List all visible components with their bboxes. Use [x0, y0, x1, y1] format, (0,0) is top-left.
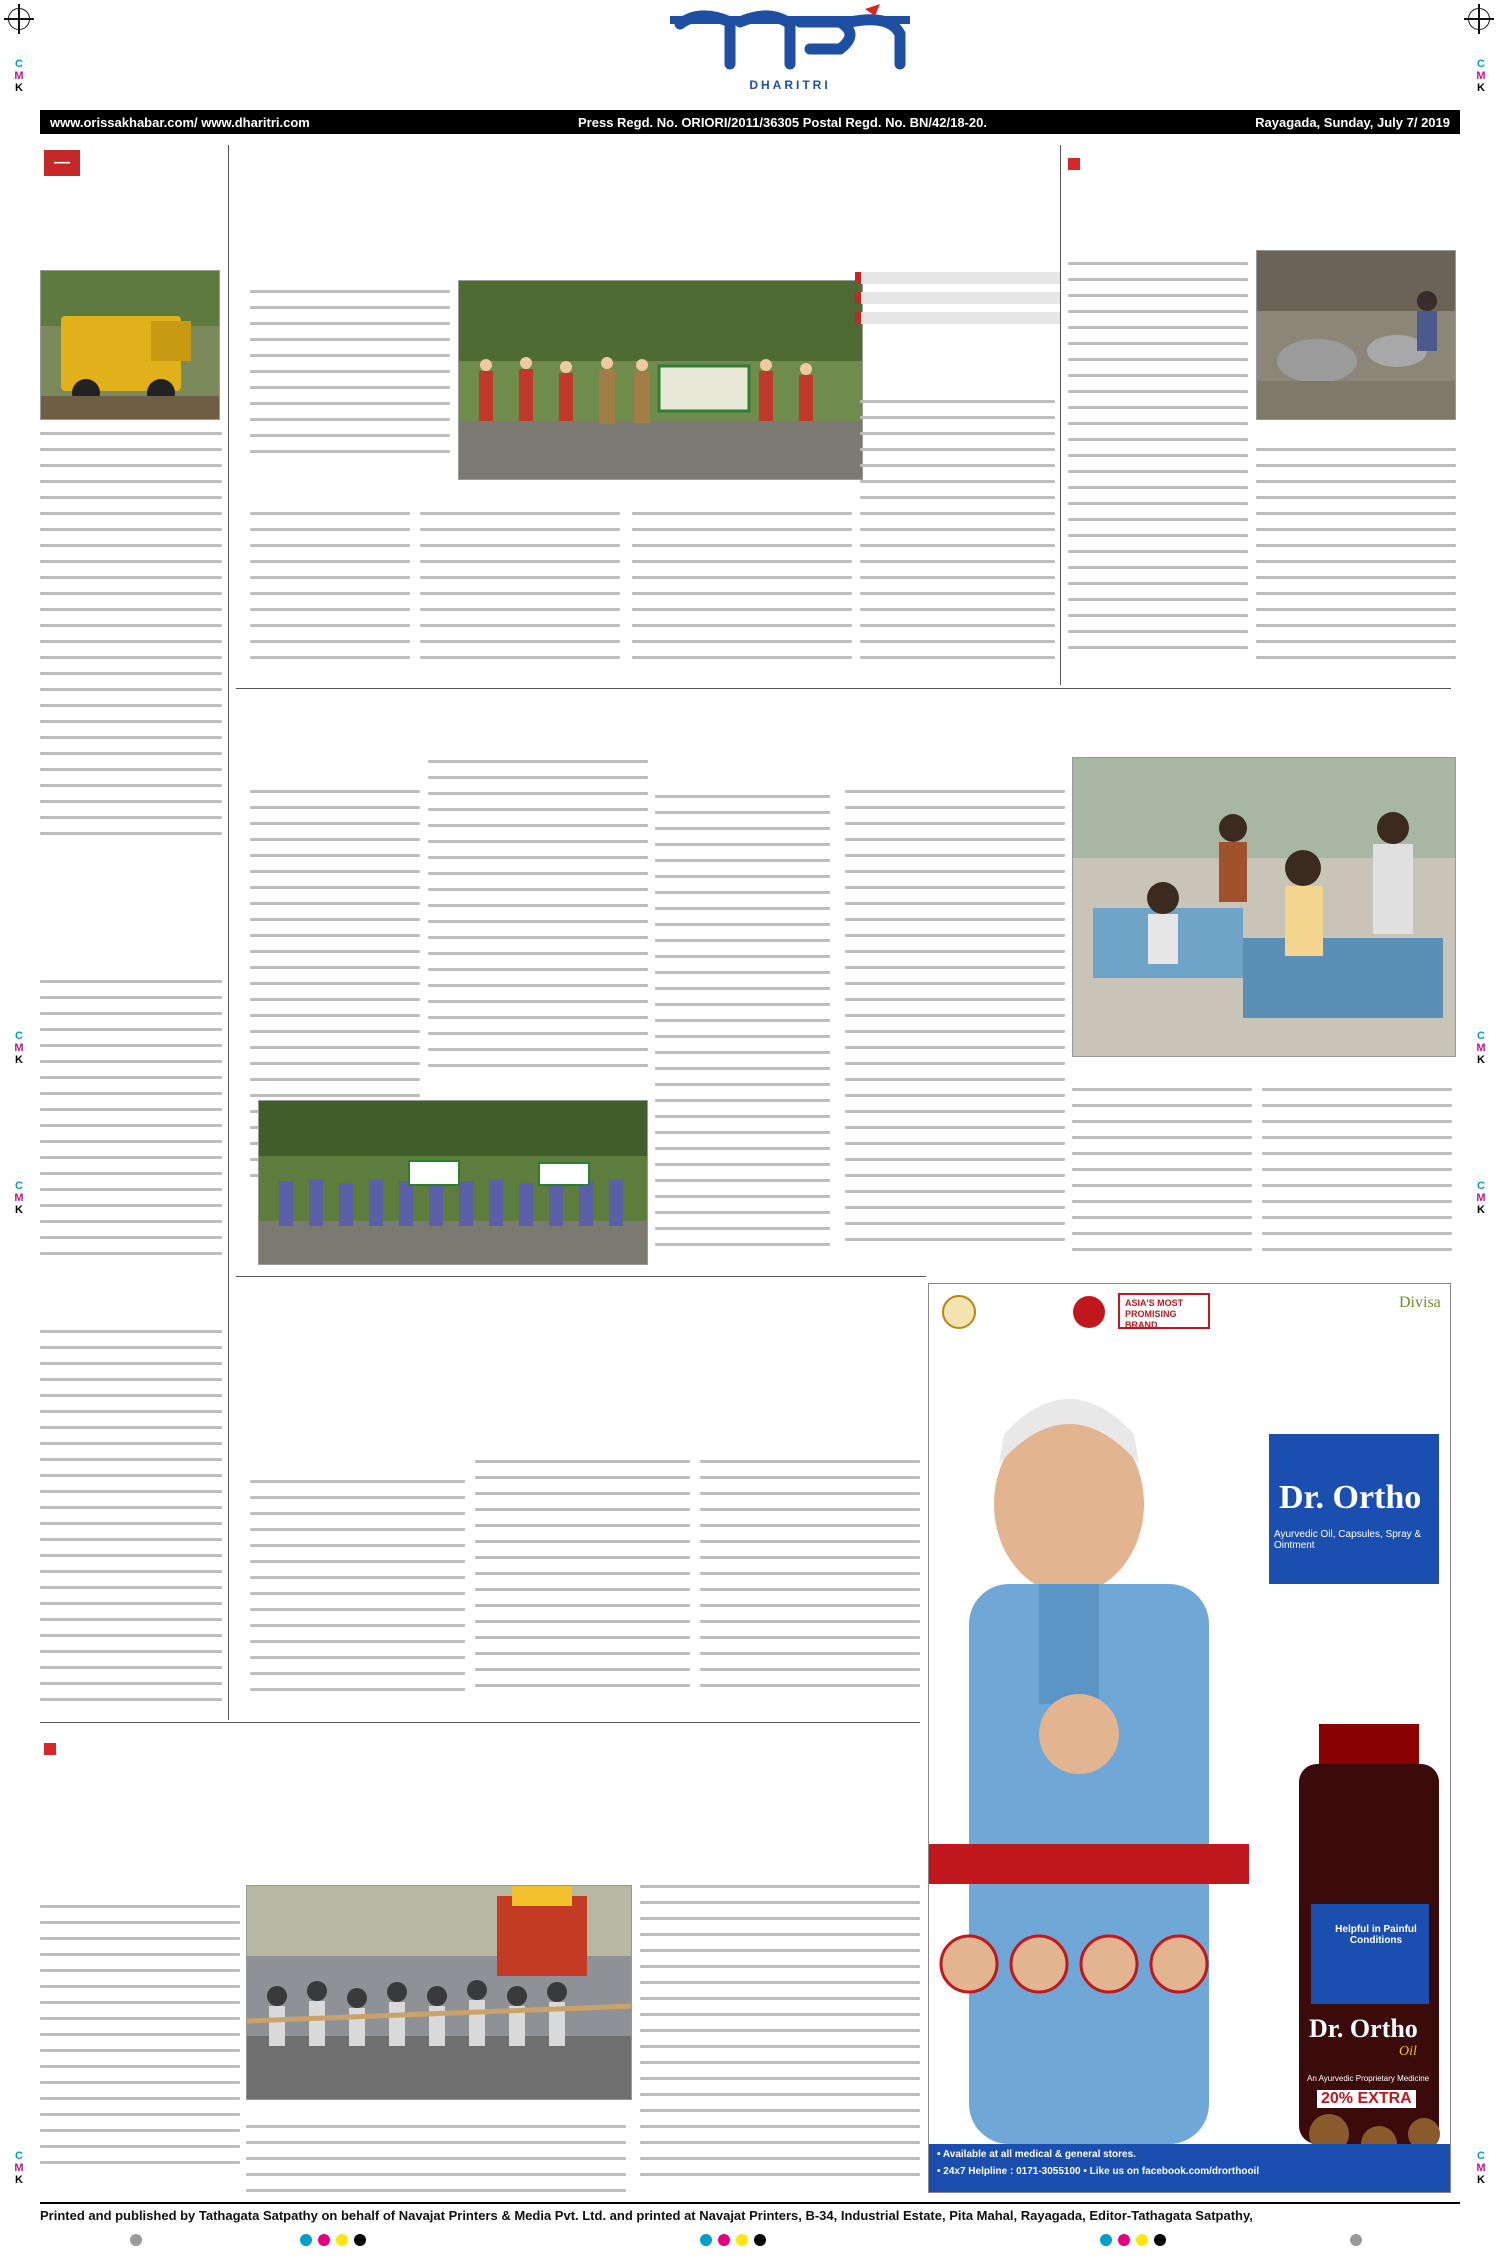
highlight-item [855, 292, 1060, 304]
magenta-swatch [1118, 2234, 1130, 2246]
rathyatra-kicker [44, 1735, 64, 1761]
magenta-swatch [718, 2234, 730, 2246]
section-rule [236, 1276, 926, 1277]
ad-helpline: • 24x7 Helpline : 0171-3055100 • Like us on facebook.com/drorthooil [937, 2166, 1260, 2177]
logo-script-icon [670, 4, 910, 74]
asia-brand-badge: ASIA'S MOST PROMISING BRAND [1125, 1298, 1184, 1330]
ad-brand-sub: Ayurvedic Oil, Capsules, Spray & Ointment [1274, 1529, 1422, 1551]
bottle-note: Helpful in Painful Conditions [1335, 1924, 1417, 1946]
anganwadi-body-2 [1256, 448, 1456, 683]
teacher-body [655, 795, 830, 1270]
midday-meal-body-1 [250, 1480, 465, 1715]
info-bar [40, 110, 1460, 134]
cmk-mark: C M K [14, 2150, 24, 2186]
website-link[interactable]: www.orissakhabar.com/ www.dharitri.com [50, 114, 310, 130]
rathyatra-body-2 [246, 2125, 626, 2195]
highlight-item [855, 312, 1060, 324]
yellow-swatch [1136, 2234, 1148, 2246]
section-rule [236, 688, 1451, 689]
van-mahotsav-photo [258, 1100, 648, 1265]
color-registration-bar [130, 2234, 142, 2248]
rathyatra-body-1 [40, 1905, 240, 2195]
brief-body-3 [40, 1330, 222, 1720]
color-registration-bar [1350, 2234, 1362, 2248]
midday-meal-body-2 [475, 1460, 690, 1715]
yellow-swatch [736, 2234, 748, 2246]
black-swatch [754, 2234, 766, 2246]
truck-photo [40, 270, 220, 420]
yellow-swatch [336, 2234, 348, 2246]
brief-body-2 [40, 980, 222, 1280]
bottle-desc: An Ayurvedic Proprietary Medicine [1307, 2074, 1430, 2083]
dr-ortho-advertisement[interactable] [928, 1283, 1451, 2193]
brief-body-1 [40, 432, 222, 852]
lead-body-col1 [250, 512, 410, 682]
van-mahotsav-body-2 [428, 760, 648, 1090]
mla-hospital-photo [1072, 757, 1456, 1057]
section-rule [40, 1722, 920, 1723]
orphan-body-3 [1262, 1088, 1452, 1268]
bottle-oil: Oil [1399, 2044, 1417, 2059]
cmk-mark: C M K [1476, 1030, 1486, 1066]
lead-body-col2 [420, 512, 620, 682]
cmk-mark: C M K [14, 1180, 24, 1216]
cyan-swatch [300, 2234, 312, 2246]
dharitri-logo [660, 4, 920, 96]
brief-section-label: — [44, 150, 80, 176]
masthead [40, 0, 1460, 112]
lead-body-col4 [860, 400, 1055, 680]
registration-mark [1468, 8, 1490, 30]
column-rule [228, 145, 229, 1720]
cmk-mark: C M K [1476, 1180, 1486, 1216]
color-registration-bar [300, 2234, 366, 2248]
cmk-mark: C M K [1476, 2150, 1486, 2186]
color-registration-bar [700, 2234, 766, 2248]
lead-intro [250, 290, 450, 460]
rathyatra-photo [246, 1885, 632, 2100]
gray-swatch [1350, 2234, 1362, 2246]
magenta-swatch [318, 2234, 330, 2246]
lead-rally-photo [458, 280, 863, 480]
color-registration-bar [1100, 2234, 1166, 2248]
edition-dateline: Rayagada, Sunday, July 7/ 2019 [1255, 114, 1450, 130]
cmk-mark: C M K [1476, 58, 1486, 94]
column-rule [1060, 145, 1061, 685]
ad-artwork [929, 1284, 1451, 2193]
extra-badge: 20% EXTRA [1317, 2090, 1416, 2108]
lead-body-col3 [632, 512, 852, 682]
midday-meal-body-3 [700, 1460, 920, 1715]
cyan-swatch [1100, 2234, 1112, 2246]
orphan-body-1 [845, 790, 1065, 1270]
black-swatch [354, 2234, 366, 2246]
registration-info: Press Regd. No. ORIORI/2011/36305 Postal Regd. No. BN/42/18-20. [578, 114, 987, 130]
cmk-mark: C M K [14, 1030, 24, 1066]
lead-highlights [855, 272, 1060, 332]
ad-brand-name: Dr. Ortho [1279, 1479, 1422, 1516]
anganwadi-body-1 [1068, 262, 1248, 682]
divisa-logo: Divisa [1399, 1294, 1441, 1311]
cmk-mark: C M K [14, 58, 24, 94]
cyan-swatch [700, 2234, 712, 2246]
gray-swatch [130, 2234, 142, 2246]
orphan-body-2 [1072, 1088, 1252, 1268]
rathyatra-body-3 [640, 1885, 920, 2195]
highlight-item [855, 272, 1060, 284]
black-swatch [1154, 2234, 1166, 2246]
registration-mark [8, 8, 30, 30]
anganwadi-kicker [1068, 150, 1088, 176]
ad-availability: • Available at all medical & general stores. [937, 2149, 1136, 2160]
anganwadi-photo [1256, 250, 1456, 420]
bottle-brand: Dr. Ortho [1309, 2014, 1418, 2043]
logo-latin: DHARITRI [749, 78, 831, 92]
imprint-line: Printed and published by Tathagata Satpathy on behalf of Navajat Printers & Media Pvt. Ltd. and printed at Navajat Printers, B-34, Industrial Estate, Pita Mahal, Rayagada, Editor-Tathagata Satpathy, [40, 2202, 1460, 2224]
